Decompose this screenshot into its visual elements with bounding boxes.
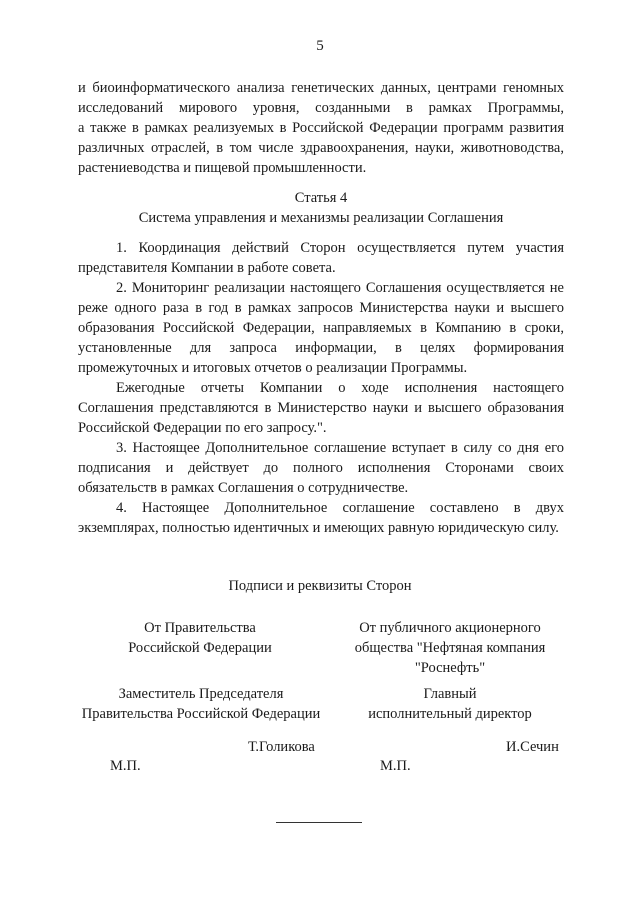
- right-org-line: "Роснефть": [414, 660, 486, 676]
- left-party-position: [70, 684, 332, 724]
- left-position-line: Заместитель Председателя: [118, 686, 284, 702]
- page-number: 5: [316, 38, 324, 54]
- right-position-line: Главный: [423, 686, 477, 702]
- right-signer-name: И.Сечин: [506, 739, 559, 755]
- intro-line: различных отраслей, в том числе здравоохранения, науки, животноводства,: [78, 140, 564, 156]
- intro-line: растениеводства и пищевой промышленности.: [78, 160, 367, 176]
- paragraph-2: 2. Мониторинг реализации настоящего Соглашения осуществляется не реже одного раза в год в рамках запросов Министерства науки и высшего образования Российской Федерации, направляемых в Компанию в сроки, установленные для запроса информации, в целях формирования промежуточных и итоговых отчетов о реализации Программы.: [78, 280, 564, 376]
- intro-line: а также в рамках реализуемых в Российской Федерации программ развития: [78, 120, 564, 136]
- article-subtitle: Система управления и механизмы реализации Соглашения: [138, 210, 504, 226]
- intro-line: исследований мирового уровня, созданными в рамках Программы,: [78, 100, 564, 116]
- article-body: [78, 238, 564, 538]
- intro-line: и биоинформатического анализа генетических данных, центрами геномных: [78, 80, 564, 96]
- paragraph-4: 4. Настоящее Дополнительное соглашение составлено в двух экземплярах, полностью идентичных и имеющих равную юридическую силу.: [78, 500, 564, 536]
- right-party-org: [340, 618, 560, 678]
- paragraph-2b: Ежегодные отчеты Компании о ходе исполнения настоящего Соглашения представляются в Министерство науки и высшего образования Российской Федерации по его запросу.".: [78, 380, 564, 436]
- left-org-line: От Правительства: [144, 620, 256, 636]
- right-org-line: общества "Нефтяная компания: [354, 640, 546, 656]
- left-seal-mark: М.П.: [110, 758, 141, 774]
- signatures-title: Подписи и реквизиты Сторон: [228, 578, 412, 594]
- right-position-line: исполнительный директор: [368, 706, 532, 722]
- right-seal-mark: М.П.: [380, 758, 411, 774]
- left-org-line: Российской Федерации: [128, 640, 272, 656]
- right-party-position: [340, 684, 560, 724]
- paragraph-3: 3. Настоящее Дополнительное соглашение вступает в силу со дня его подписания и действует до полного исполнения Сторонами своих обязательств в рамках Соглашения о сотрудничестве.: [78, 440, 564, 496]
- left-party-org: [100, 618, 300, 658]
- paragraph-1: 1. Координация действий Сторон осуществляется путем участия представителя Компании в работе совета.: [78, 240, 564, 276]
- end-divider: [276, 822, 362, 823]
- intro-text: [78, 78, 564, 178]
- article-title: Статья 4: [294, 190, 348, 206]
- left-position-line: Правительства Российской Федерации: [81, 706, 321, 722]
- left-signer-name: Т.Голикова: [248, 739, 315, 755]
- right-org-line: От публичного акционерного: [359, 620, 541, 636]
